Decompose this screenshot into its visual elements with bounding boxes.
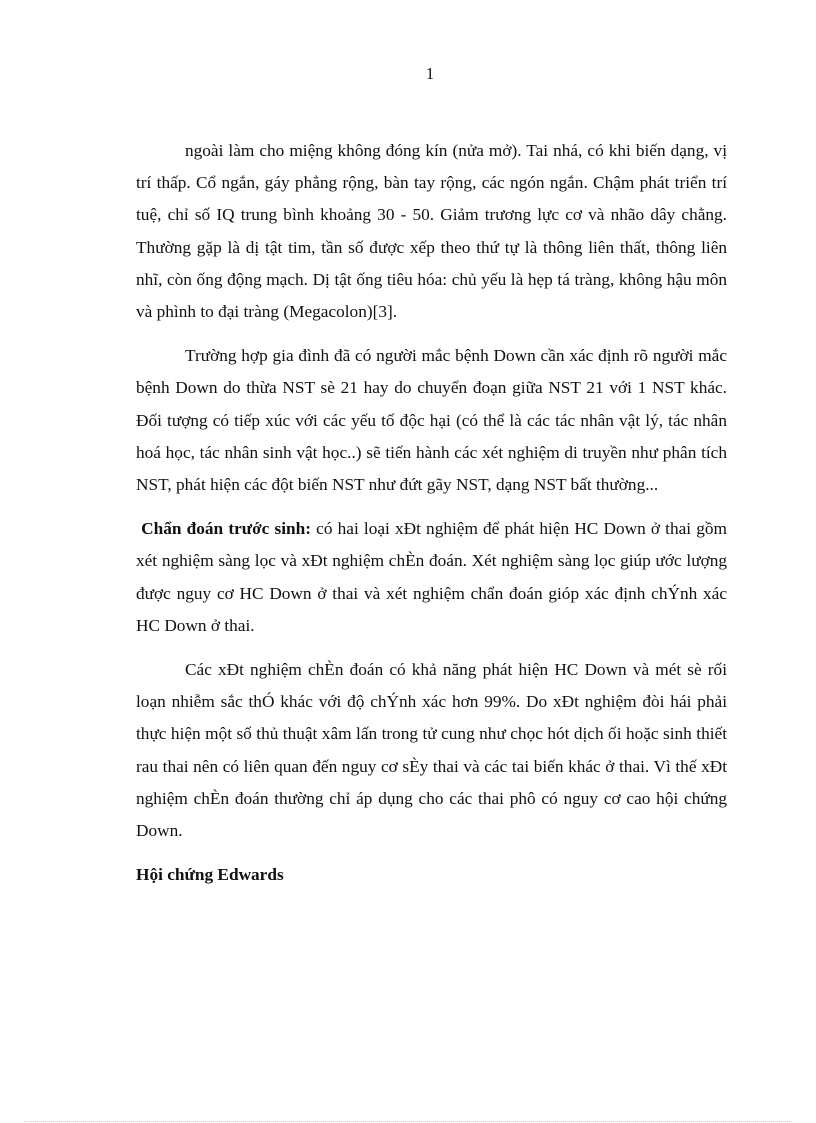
page-number: 1 <box>425 64 435 83</box>
paragraph-family-history: Trường hợp gia đình đã có người mắc bệnh Down cần xác định rõ người mắc bệnh Down do thừa NST sè 21 hay do chuyển đoạn giữa NST 21 với 1 NST khác. Đối tượng có tiếp xúc với các yếu tố độc hại (có thể là các tác nhân vật lý, tác nhân hoá học, tác nhân sinh vật học..) sẽ tiến hành các xét nghiệm di truyền như phân tích NST, phát hiện các đột biến NST như đứt gãy NST, dạng NST bất thường... <box>136 346 727 495</box>
paragraph-symptoms: ngoài làm cho miệng không đóng kín (nửa mở). Tai nhá, có khi biến dạng, vị trí thấp. Cổ ngắn, gáy phẳng rộng, bàn tay rộng, các ngón ngắn. Chậm phát triển trí tuệ, chỉ số IQ trung bình khoảng 30 - 50. Giảm trương lực cơ và nhão dây chằng. Thường gặp là dị tật tim, tần số được xếp theo thứ tự là thông liên thất, thông liên nhĩ, còn ống động mạch. Dị tật ống tiêu hóa: chủ yếu là hẹp tá tràng, không hậu môn và phình to đại tràng (Megacolon)[3]. <box>136 141 727 322</box>
prenatal-diagnosis-text: có hai loại xÐt nghiệm để phát hiện HC Down ở thai gồm xét nghiệm sàng lọc và xÐt nghiệm chÈn đoán. Xét nghiệm sàng lọc giúp ước lượng được nguy cơ HC Down ở thai và xét nghiệm chẩn đoán gióp xác định chÝnh xác HC Down ở thai. <box>136 519 727 635</box>
paragraph-diagnostic-tests: Các xÐt nghiệm chÈn đoán có khả năng phát hiện HC Down và mét sè rối loạn nhiễm sắc thÓ khác với độ chÝnh xác hơn 99%. Do xÐt nghiệm đòi hái phải thực hiện một số thủ thuật xâm lấn trong tử cung như chọc hót dịch ối hoặc sinh thiết rau thai nên có liên quan đến nguy cơ sÈy thai và các tai biến khác ở thai. Vì thế xÐt nghiệm chÈn đoán thường chỉ áp dụng cho các thai phô có nguy cơ cao hội chứng Down. <box>136 660 727 841</box>
document-body <box>136 135 727 891</box>
section-heading-edwards: Hội chứng Edwards <box>136 865 284 885</box>
prenatal-diagnosis-lead: Chẩn đoán trước sinh: <box>141 519 312 539</box>
page-bottom-rule <box>24 1121 792 1122</box>
paragraph-prenatal-diagnosis <box>136 513 727 642</box>
